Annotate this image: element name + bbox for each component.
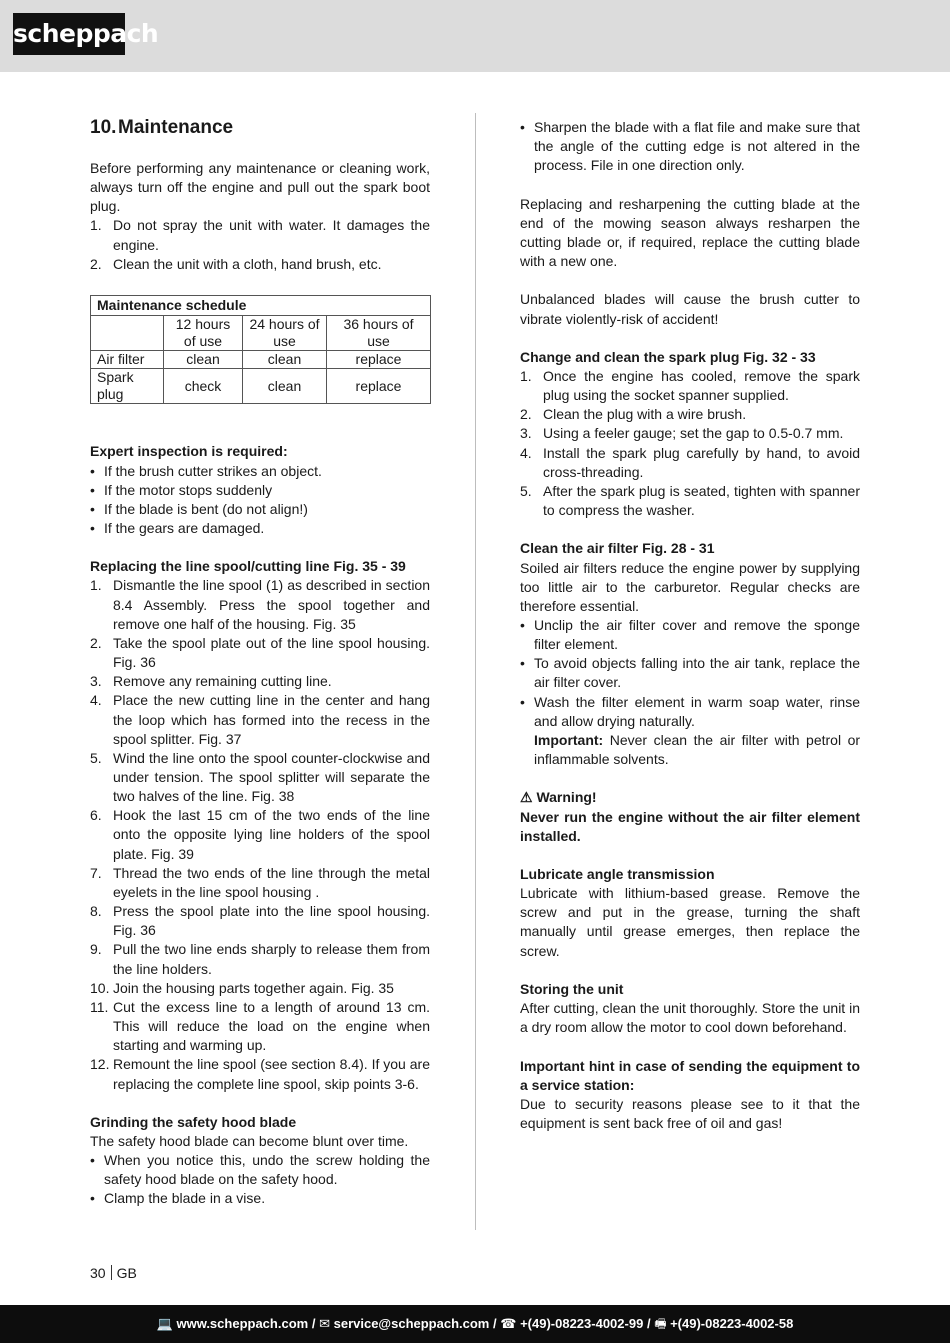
- air-heading: Clean the air filter Fig. 28 - 31: [520, 540, 715, 557]
- list-item: 2. Clean the unit with a cloth, hand brush, etc.: [90, 255, 382, 272]
- column-divider: [475, 113, 476, 1230]
- list-item: • If the motor stops suddenly: [90, 481, 273, 498]
- list-item: 3. Using a feeler gauge; set the gap to 0.5-0.7 mm.: [520, 425, 844, 442]
- warning-icon: ⚠: [520, 789, 533, 806]
- warning-heading: ⚠ Warning!: [520, 789, 597, 806]
- footer-phone: +(49)-08223-4002-99: [520, 1316, 644, 1331]
- list-item: • Clamp the blade in a vise.: [90, 1190, 266, 1207]
- list-item: 7. Thread the two ends of the line through the metal eyelets in the line spool housing .: [90, 864, 430, 900]
- air-list: [520, 616, 860, 769]
- computer-icon: 💻: [156, 1316, 173, 1331]
- replace-paragraph: Replacing and resharpening the cutting blade at the end of the mowing season always resharpen the cutting blade or, if required, replace the cutting blade with a new one.: [520, 195, 860, 270]
- unbalanced-paragraph: Unbalanced blades will cause the brush cutter to vibrate violently-risk of accident!: [520, 291, 860, 327]
- table-title: Maintenance schedule: [91, 296, 431, 316]
- table-row: Spark plug check clean replace: [91, 369, 431, 404]
- phone-icon: ☎: [500, 1316, 517, 1331]
- lube-heading: Lubricate angle transmission: [520, 866, 715, 882]
- list-item: 1. Once the engine has cooled, remove the spark plug using the socket spanner supplied.: [520, 367, 860, 404]
- hint-heading: Important hint in case of sending the equipment to a service station:: [520, 1057, 860, 1093]
- expert-heading: Expert inspection is required:: [90, 443, 288, 460]
- list-item: 1. Dismantle the line spool (1) as described in section 8.4 Assembly. Press the spool together and remove one half of the housing. Fig. 35: [90, 577, 430, 632]
- hint-text: Due to security reasons please see to it that the equipment is sent back free of oil and gas!: [520, 1095, 860, 1131]
- list-item: 10. Join the housing parts together again. Fig. 35: [90, 979, 394, 996]
- fax-icon: 🖷: [654, 1316, 667, 1331]
- lube-text: Lubricate with lithium-based grease. Remove the screw and put in the grease, turning the shaft manually until grease emerges, then replace the screw.: [520, 885, 860, 959]
- store-heading: Storing the unit: [520, 980, 624, 997]
- list-item: 1. Do not spray the unit with water. It damages the engine.: [90, 217, 430, 253]
- footer-email[interactable]: service@scheppach.com: [333, 1316, 490, 1331]
- scheppach-logo: scheppach: [13, 13, 125, 55]
- footer-fax: +(49)-08223-4002-58: [670, 1316, 794, 1331]
- right-column: [520, 118, 860, 1133]
- grind-heading: Grinding the safety hood blade: [90, 1113, 297, 1130]
- list-item: 4. Place the new cutting line in the center and hang the loop which has formed into the recess in the spool splitter. Fig. 37: [90, 692, 430, 747]
- list-item: • Unclip the air filter cover and remove the sponge filter element.: [520, 617, 860, 653]
- sharpen-list: [520, 118, 860, 175]
- page-number: 30 GB: [90, 1265, 137, 1281]
- table-header-row: 12 hours of use 24 hours of use 36 hours of use: [91, 316, 431, 351]
- list-item: 8. Press the spool plate into the line spool housing. Fig. 36: [90, 903, 430, 939]
- list-item: 5. Wind the line onto the spool counter-clockwise and under tension. The spool splitter will separate the two halves of the line. Fig. 38: [90, 749, 430, 805]
- left-column: [90, 118, 430, 1209]
- list-item: 6. Hook the last 15 cm of the two ends of the line onto the opposite lying line holders of the spool plate. Fig. 39: [90, 807, 430, 862]
- intro-list: [90, 216, 430, 273]
- list-item: • If the brush cutter strikes an object.: [90, 462, 322, 479]
- air-text: Soiled air filters reduce the engine power by supplying too little air to the carburetor. Regular checks are therefore essential.: [520, 559, 860, 614]
- spark-heading: Change and clean the spark plug Fig. 32 - 33: [520, 348, 816, 365]
- section-title-text: Maintenance: [118, 117, 234, 138]
- list-item: • Sharpen the blade with a flat file and make sure that the angle of the cutting edge is not altered in the process. File in one direction only.: [520, 119, 860, 174]
- list-item: 3. Remove any remaining cutting line.: [90, 673, 332, 690]
- list-item: 11. Cut the excess line to a length of around 13 cm. This will reduce the load on the engine when starting and warming up.: [90, 998, 430, 1054]
- list-item: 9. Pull the two line ends sharply to release them from the line holders.: [90, 941, 430, 977]
- list-item: • When you notice this, undo the screw holding the safety hood blade on the safety hood.: [90, 1152, 430, 1188]
- list-item: 2. Clean the plug with a wire brush.: [520, 406, 747, 423]
- table-row: Air filter clean clean replace: [91, 351, 431, 369]
- footer-website[interactable]: www.scheppach.com: [176, 1316, 309, 1331]
- list-item: 2. Take the spool plate out of the line spool housing. Fig. 36: [90, 634, 430, 671]
- section-number: 10.: [90, 117, 117, 138]
- spark-list: [520, 367, 860, 520]
- important-label: Important:: [534, 731, 604, 748]
- grind-text: The safety hood blade can become blunt over time.: [90, 1132, 409, 1149]
- spool-list: [90, 576, 430, 1093]
- list-item: • Wash the filter element in warm soap water, rinse and allow drying naturally. Important: Never clean the air filter with petrol or inflammable solvents.: [520, 693, 861, 768]
- header-bar: [0, 0, 950, 72]
- mail-icon: ✉: [319, 1316, 330, 1331]
- spool-heading: Replacing the line spool/cutting line Fig. 35 - 39: [90, 558, 406, 575]
- list-item: 5. After the spark plug is seated, tighten with spanner to compress the washer.: [520, 482, 860, 519]
- list-item: • If the blade is bent (do not align!): [90, 500, 308, 517]
- expert-list: [90, 462, 430, 539]
- list-item: 4. Install the spark plug carefully by hand, to avoid cross-threading.: [520, 444, 860, 480]
- list-item: • To avoid objects falling into the air tank, replace the air filter cover.: [520, 655, 860, 691]
- maintenance-schedule-table: [90, 295, 431, 404]
- page-language: GB: [116, 1265, 137, 1281]
- store-text: After cutting, clean the unit thoroughly. Store the unit in a dry room allow the motor to cool down beforehand.: [520, 1000, 860, 1036]
- warning-text: Never run the engine without the air filter element installed.: [520, 808, 860, 844]
- list-item: 12. Remount the line spool (see section 8.4). If you are replacing the complete line spool, skip points 3-6.: [90, 1056, 430, 1092]
- section-title: [90, 118, 430, 138]
- footer-bar: 💻 www.scheppach.com / ✉ service@scheppach.com / ☎ +(49)-08223-4002-99 / 🖷 +(49)-08223-4002-58: [0, 1305, 950, 1343]
- intro-paragraph: Before performing any maintenance or cleaning work, always turn off the engine and pull out the spark boot plug.: [90, 160, 430, 215]
- grind-list: [90, 1151, 430, 1208]
- list-item: • If the gears are damaged.: [90, 519, 265, 536]
